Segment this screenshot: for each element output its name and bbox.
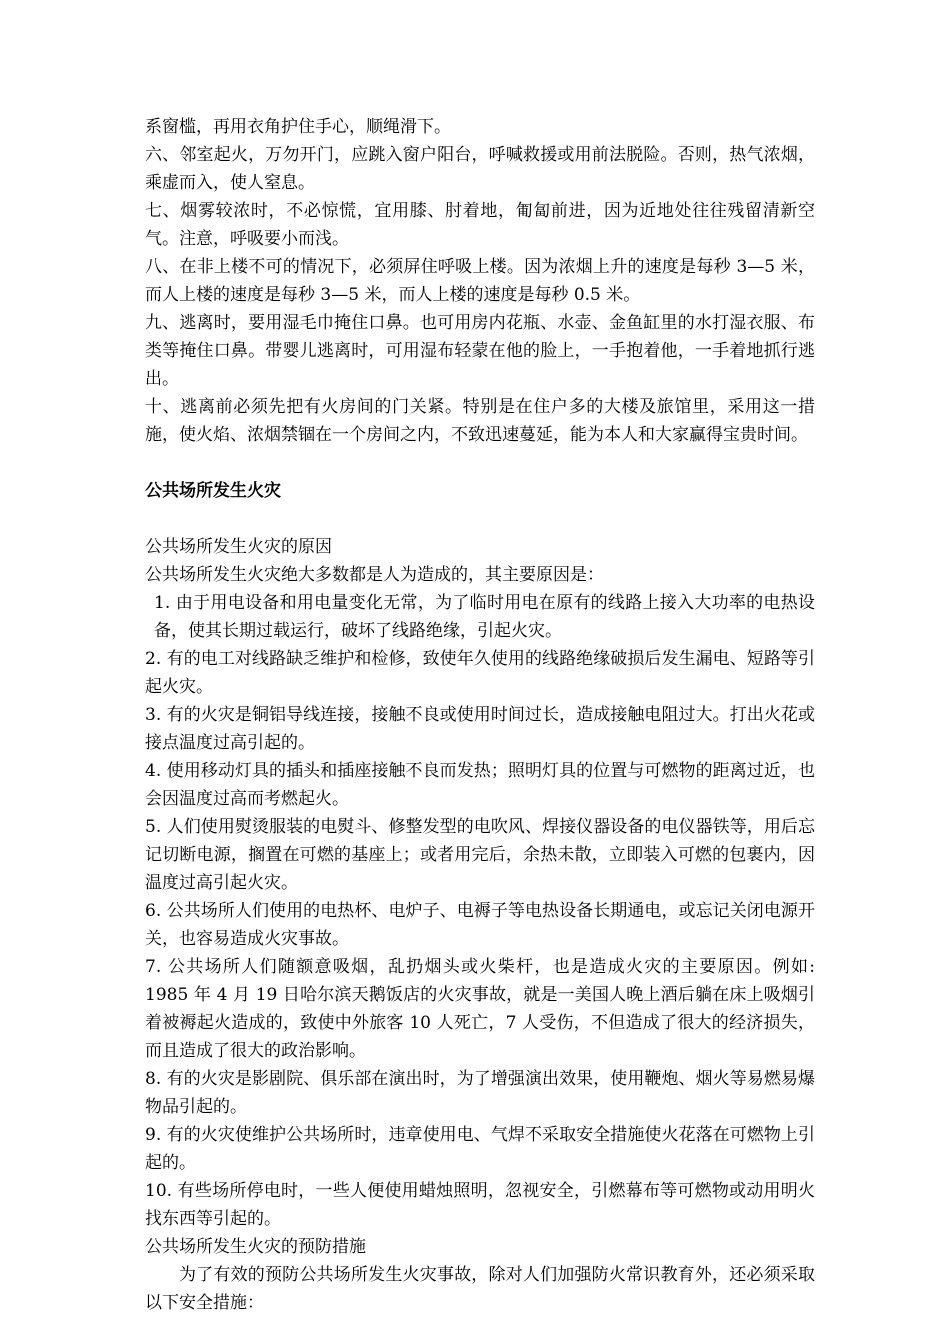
escape-tip-10: 十、逃离前必须先把有火房间的门关紧。特别是在住户多的大楼及旅馆里，采用这一措施，使火焰、浓烟禁锢在一个房间之内，不致迅速蔓延，能为本人和大家赢得宝贵时间。 — [145, 397, 815, 445]
document-page — [145, 113, 815, 1317]
cause-item-10: 10. 有些场所停电时，一些人便使用蜡烛照明，忽视安全，引燃幕布等可燃物或动用明火找东西等引起的。 — [145, 1181, 815, 1229]
cause-item-2: 2. 有的电工对线路缺乏维护和检修，致使年久使用的线路绝缘破损后发生漏电、短路等引起火灾。 — [145, 649, 815, 697]
causes-intro: 公共场所发生火灾绝大多数都是人为造成的，其主要原因是： — [145, 565, 604, 585]
spacer — [145, 449, 815, 477]
cause-item-1: 1. 由于用电设备和用电量变化无常，为了临时用电在原有的线路上接入大功率的电热设备，使其长期过载运行，破坏了线路绝缘，引起火灾。 — [154, 593, 815, 641]
cause-item-5: 5. 人们使用熨烫服装的电熨斗、修整发型的电吹风、焊接仪器设备的电仪器铁等，用后忘记切断电源，搁置在可燃的基座上；或者用完后，余热未散，立即装入可燃的包裹内，因温度过高引起火灾。 — [145, 817, 815, 893]
escape-tip-6: 六、邻室起火，万勿开门，应跳入窗户阳台，呼喊救援或用前法脱险。否则，热气浓烟，乘虚而入，使人窒息。 — [145, 145, 815, 193]
causes-title: 公共场所发生火灾的原因 — [145, 537, 332, 557]
section-heading: 公共场所发生火灾 — [145, 481, 281, 501]
cause-item-7: 7. 公共场所人们随额意吸烟，乱扔烟头或火柴杆，也是造成火灾的主要原因。例如: 1985 年 4 月 19 日哈尔滨天鹅饭店的火灾事故，就是一美国人晚上酒后躺在床上吸烟引着被褥起火造成的，致使中外旅客 10 人死亡，7 人受伤，不但造成了很大的经济损失，而且造成了很大的政治影响。 — [145, 957, 815, 1061]
escape-tip-9: 九、逃离时，要用湿毛巾掩住口鼻。也可用房内花瓶、水壶、金鱼缸里的水打湿衣服、布类等掩住口鼻。带婴儿逃离时，可用湿布轻蒙在他的脸上，一手抱着他，一手着地抓行逃出。 — [145, 313, 815, 389]
cause-item-3: 3. 有的火灾是铜铝导线连接，接触不良或使用时间过长，造成接触电阻过大。打出火花或接点温度过高引起的。 — [145, 705, 815, 753]
escape-tip-8: 八、在非上楼不可的情况下，必须屏住呼吸上楼。因为浓烟上升的速度是每秒 3—5 米，而人上楼的速度是每秒 3—5 米，而人上楼的速度是每秒 0.5 米。 — [145, 257, 815, 305]
prevention-title: 公共场所发生火灾的预防措施 — [145, 1237, 366, 1257]
prevention-intro: 为了有效的预防公共场所发生火灾事故，除对人们加强防火常识教育外，还必须采取以下安全措施： — [145, 1265, 815, 1313]
escape-tip-5-tail: 系窗槛，再用衣角护住手心，顺绳滑下。 — [145, 117, 451, 137]
cause-item-9: 9. 有的火灾使维护公共场所时，违章使用电、气焊不采取安全措施使火花落在可燃物上引起的。 — [145, 1125, 815, 1173]
cause-item-4: 4. 使用移动灯具的插头和插座接触不良而发热；照明灯具的位置与可燃物的距离过近，也会因温度过高而考燃起火。 — [145, 761, 815, 809]
cause-item-6: 6. 公共场所人们使用的电热杯、电炉子、电褥子等电热设备长期通电，或忘记关闭电源开关，也容易造成火灾事故。 — [145, 901, 815, 949]
escape-tip-7: 七、烟雾较浓时，不必惊慌，宜用膝、肘着地，匍匐前进，因为近地处往往残留清新空气。注意，呼吸要小而浅。 — [145, 201, 815, 249]
cause-item-8: 8. 有的火灾是影剧院、俱乐部在演出时，为了增强演出效果，使用鞭炮、烟火等易燃易爆物品引起的。 — [145, 1069, 815, 1117]
